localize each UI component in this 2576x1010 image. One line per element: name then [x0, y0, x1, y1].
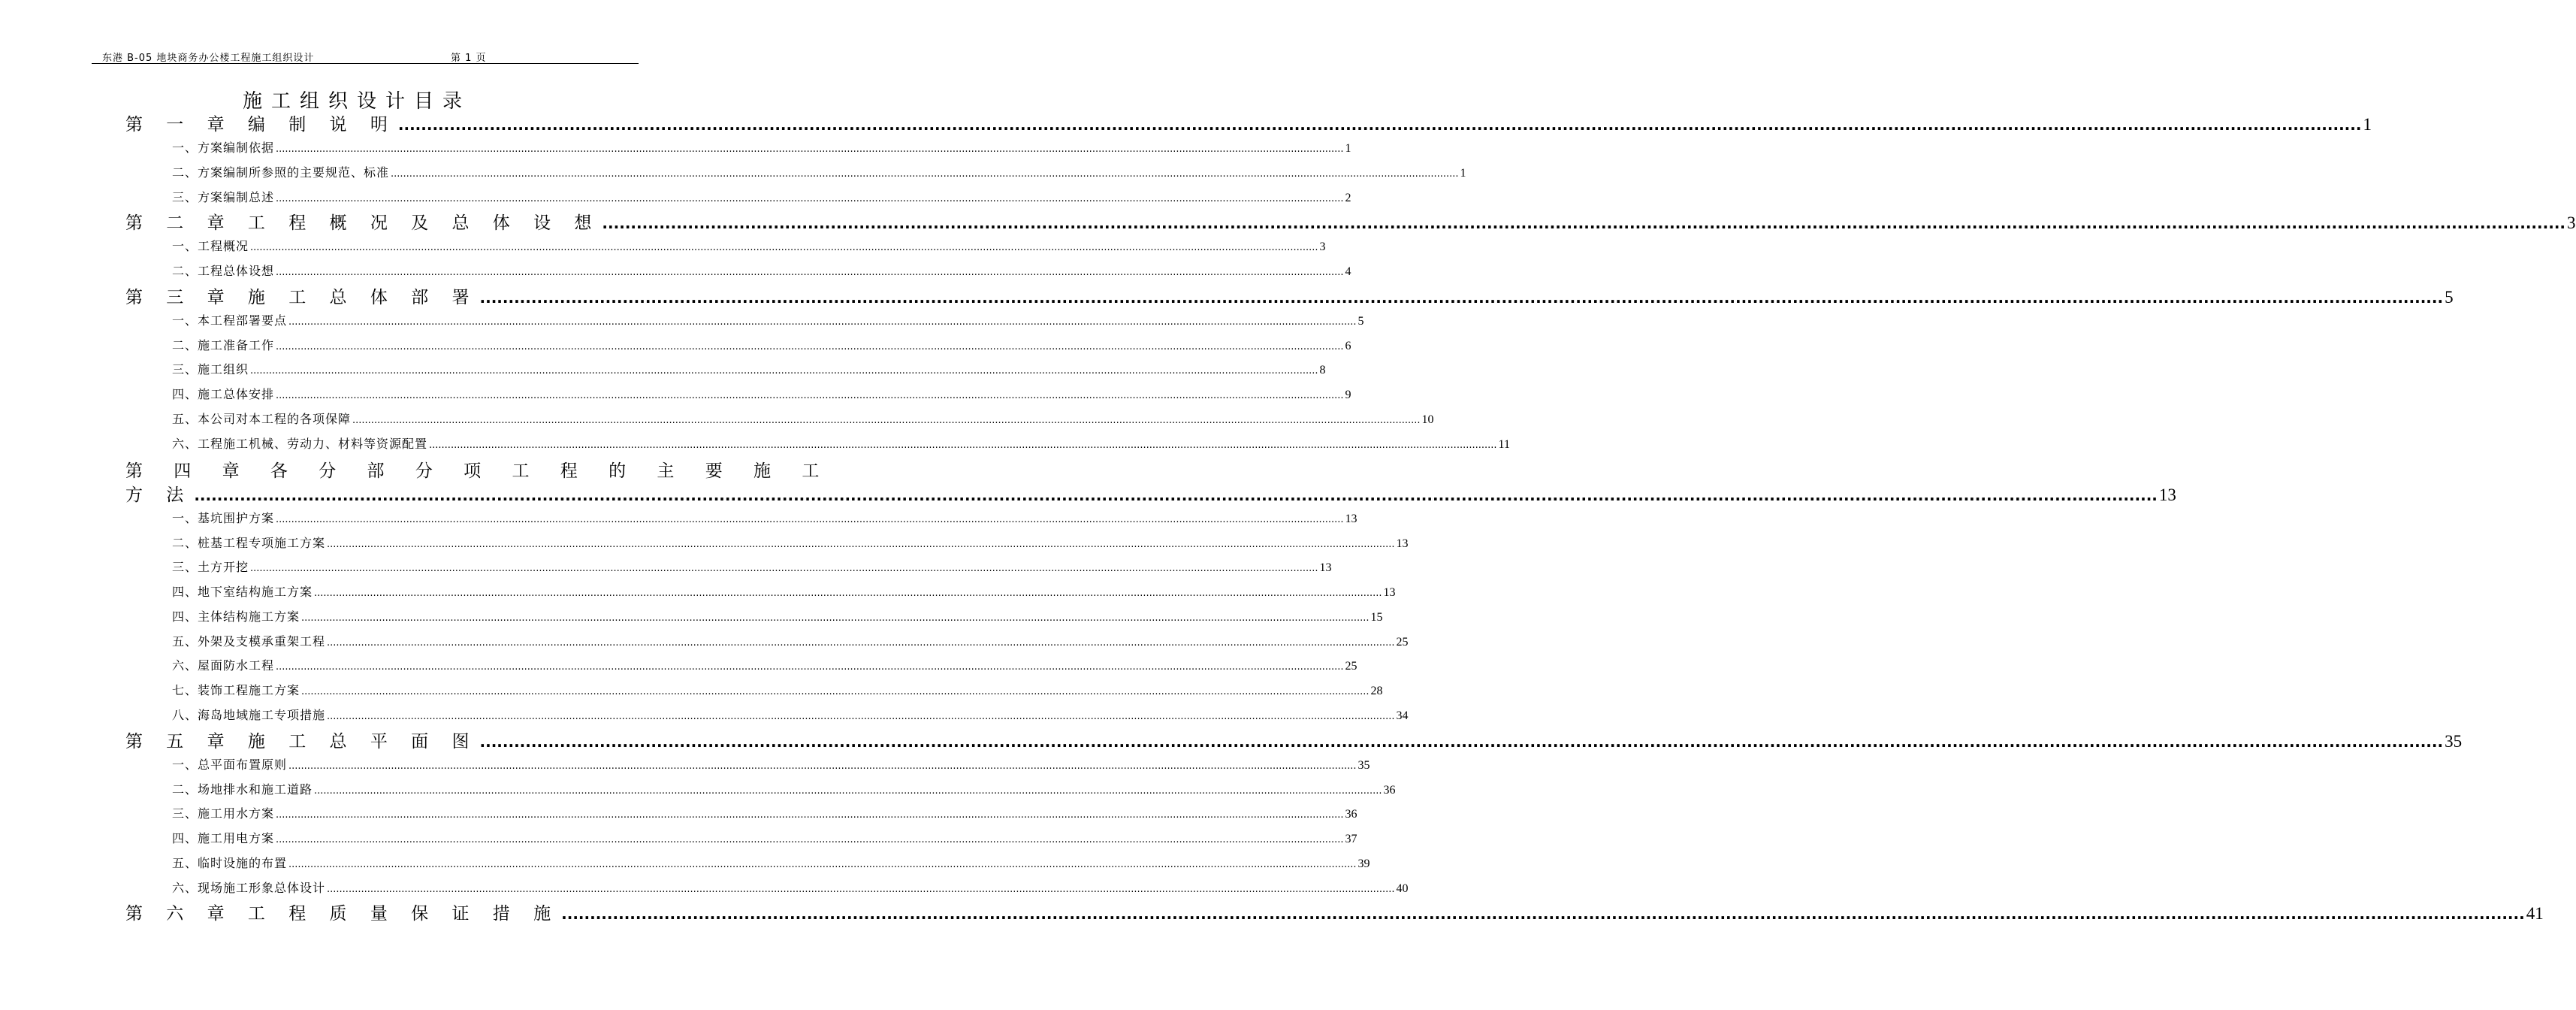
toc-section-3-5[interactable] — [172, 410, 1434, 427]
toc-chapter-6[interactable] — [125, 900, 2544, 924]
toc-section-1-3[interactable] — [172, 188, 1351, 205]
toc-chapter-5[interactable] — [125, 727, 2463, 752]
toc-entry-label: 二、场地排水和施工道路 — [172, 782, 313, 797]
toc-entry-label: 二、施工准备工作 — [172, 338, 275, 352]
toc-entry-label: 第 六 章 工 程 质 量 保 证 措 施 — [125, 904, 560, 924]
toc-section-4-3[interactable] — [172, 558, 1332, 575]
toc-entry-label: 三、方案编制总述 — [172, 190, 275, 204]
toc-entry-label: 一、总平面布置原则 — [172, 758, 288, 772]
toc-entry-label: 二、方案编制所参照的主要规范、标准 — [172, 165, 390, 180]
toc-entry-label: 六、现场施工形象总体设计 — [172, 881, 326, 895]
toc-section-1-1[interactable] — [172, 138, 1351, 156]
toc-page-number: 39 — [1357, 857, 1370, 870]
toc-section-5-6[interactable] — [172, 878, 1409, 896]
toc-entry-label: 第 一 章 编 制 说 明 — [125, 115, 397, 135]
toc-section-4-7[interactable] — [172, 656, 1357, 673]
toc-entry-label: 三、施工用水方案 — [172, 806, 275, 821]
toc-section-5-1[interactable] — [172, 755, 1370, 773]
toc-entry-label: 五、临时设施的布置 — [172, 856, 288, 870]
toc-section-2-2[interactable] — [172, 262, 1351, 279]
toc-page-number: 13 — [1345, 513, 1357, 525]
toc-page-number: 35 — [1357, 759, 1370, 772]
toc-entry-label: 五、本公司对本工程的各项保障 — [172, 412, 352, 426]
toc-page-number: 40 — [1396, 882, 1409, 895]
toc-entry-label: 第 二 章 工 程 概 况 及 总 体 设 想 — [125, 213, 601, 233]
toc-page-number: 10 — [1421, 413, 1434, 426]
toc-entry-label: 二、桩基工程专项施工方案 — [172, 536, 326, 550]
toc-section-3-2[interactable] — [172, 336, 1351, 353]
toc-section-4-8[interactable] — [172, 681, 1383, 698]
page-header — [92, 47, 639, 64]
toc-section-4-4[interactable] — [172, 582, 1396, 600]
toc-page-number: 41 — [2526, 904, 2544, 923]
toc-entry-label: 四、主体结构施工方案 — [172, 609, 300, 624]
toc-section-5-4[interactable] — [172, 829, 1357, 846]
toc-section-4-5[interactable] — [172, 607, 1383, 624]
toc-chapter-1[interactable] — [125, 110, 2372, 135]
toc-section-5-2[interactable] — [172, 780, 1396, 797]
toc-entry-label: 四、施工总体安排 — [172, 387, 275, 401]
toc-entry-label: 七、装饰工程施工方案 — [172, 683, 300, 697]
toc-page-number: 3 — [2567, 213, 2576, 232]
toc-entry-label: 一、基坑围护方案 — [172, 511, 275, 525]
toc-entry-label: 第 三 章 施 工 总 体 部 署 — [125, 288, 479, 307]
toc-page-number: 36 — [1345, 808, 1357, 821]
toc-chapter-2[interactable] — [125, 209, 2576, 234]
toc-entry-label: 五、外架及支模承重架工程 — [172, 634, 326, 649]
toc-page-number: 25 — [1345, 660, 1357, 673]
toc-chapter-4-line1[interactable]: 第 四 章 各 分 部 分 项 工 程 的 主 要 施 工 — [125, 461, 832, 481]
toc-page-number: 13 — [1319, 561, 1332, 574]
toc-section-3-4[interactable] — [172, 385, 1351, 402]
toc-page-number: 3 — [1319, 240, 1326, 253]
toc-section-4-1[interactable] — [172, 509, 1357, 526]
toc-page-number: 5 — [2445, 288, 2454, 307]
toc-section-3-3[interactable] — [172, 360, 1326, 377]
toc-entry-label: 一、方案编制依据 — [172, 141, 275, 155]
toc-section-3-1[interactable] — [172, 311, 1364, 328]
toc-section-4-6[interactable] — [172, 632, 1409, 649]
toc-section-4-2[interactable] — [172, 534, 1409, 551]
toc-page-number: 13 — [2158, 485, 2176, 504]
toc-entry-label: 一、工程概况 — [172, 239, 249, 253]
toc-entry-label: 四、地下室结构施工方案 — [172, 585, 313, 599]
toc-page-number: 11 — [1498, 438, 1510, 451]
toc-page-number: 15 — [1370, 611, 1383, 624]
toc-page-number: 5 — [1357, 315, 1364, 328]
toc-entry-label: 六、工程施工机械、劳动力、材料等资源配置 — [172, 437, 428, 451]
toc-entry-label: 第 五 章 施 工 总 平 面 图 — [125, 732, 479, 751]
toc-page-number: 28 — [1370, 685, 1383, 697]
toc-entry-label: 一、本工程部署要点 — [172, 313, 288, 328]
toc-entry-label: 三、施工组织 — [172, 362, 249, 376]
toc-page-number: 13 — [1383, 586, 1396, 599]
toc-section-2-1[interactable] — [172, 237, 1326, 254]
toc-page-number: 6 — [1345, 340, 1351, 352]
toc-entry-label: 方 法 — [125, 485, 193, 505]
toc-entry-label: 三、土方开挖 — [172, 560, 249, 574]
toc-entry-label: 八、海岛地域施工专项措施 — [172, 708, 326, 722]
toc-page-number: 9 — [1345, 389, 1351, 401]
toc-page-number: 1 — [1345, 142, 1351, 155]
toc-page-number: 1 — [2363, 115, 2372, 134]
toc-page-number: 25 — [1396, 636, 1409, 649]
toc-page-number: 2 — [1345, 192, 1351, 204]
toc-chapter-4[interactable] — [125, 481, 2176, 506]
document-name: 东港 B-05 地块商务办公楼工程施工组织设计 — [102, 53, 315, 64]
toc-page-number: 36 — [1383, 784, 1396, 797]
toc-page-number: 13 — [1396, 537, 1409, 550]
toc-entry-label: 四、施工用电方案 — [172, 831, 275, 845]
toc-section-1-2[interactable] — [172, 163, 1466, 180]
page-number-label: 第 1 页 — [451, 53, 487, 64]
toc-page-number: 1 — [1460, 167, 1466, 180]
toc-entry-label: 二、工程总体设想 — [172, 264, 275, 278]
toc-page-number: 4 — [1345, 265, 1351, 278]
toc-chapter-3[interactable] — [125, 283, 2454, 308]
toc-page-number: 37 — [1345, 833, 1357, 845]
toc-section-5-3[interactable] — [172, 804, 1357, 821]
toc-entry-label: 六、屋面防水工程 — [172, 658, 275, 673]
toc-section-5-5[interactable] — [172, 854, 1370, 871]
toc-section-4-9[interactable] — [172, 706, 1409, 723]
toc-page-number: 8 — [1319, 364, 1326, 376]
toc-page-number: 34 — [1396, 709, 1409, 722]
toc-section-3-6[interactable] — [172, 434, 1510, 452]
toc-title: 施工组织设计目录 — [242, 90, 471, 113]
toc-page-number: 35 — [2445, 732, 2463, 751]
